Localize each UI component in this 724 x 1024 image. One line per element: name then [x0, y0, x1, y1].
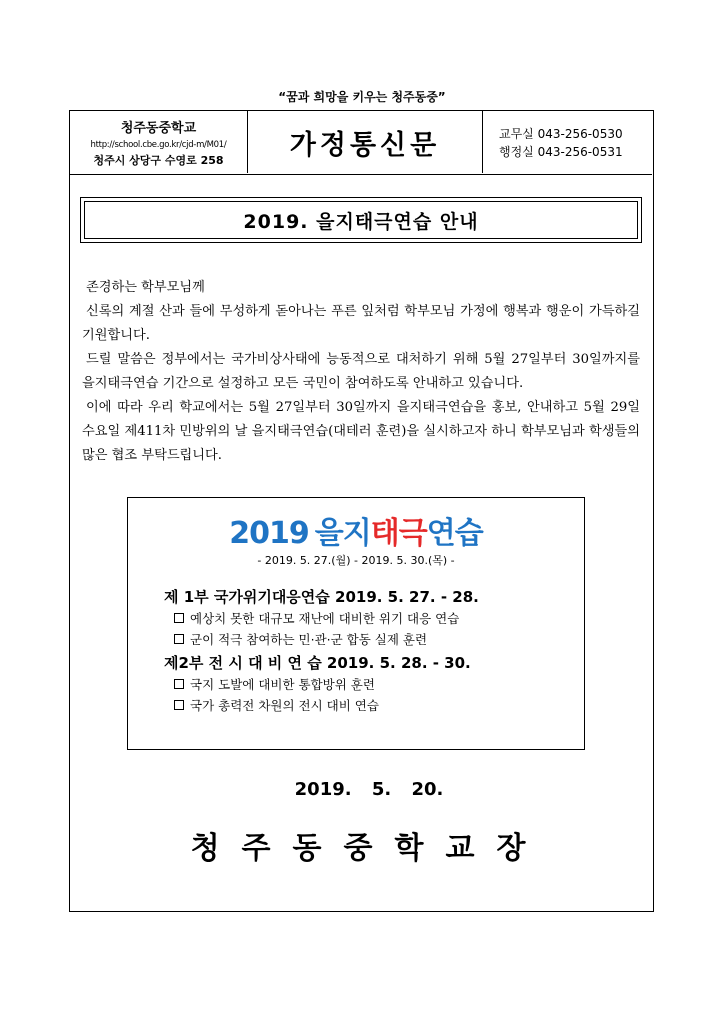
newsletter-frame [69, 110, 654, 912]
poster-year: 2019 [229, 516, 309, 551]
greeting: 존경하는 학부모님께 [86, 280, 205, 295]
checkbox-square-icon [174, 700, 184, 710]
school-address: 청주시 상당구 수영로 258 [93, 154, 224, 167]
poster-dates: - 2019. 5. 27.(월) - 2019. 5. 30.(목) - [257, 554, 455, 567]
contact-info [483, 111, 652, 173]
paragraph-3: 이에 따라 우리 학교에서는 5월 27일부터 30일까지 을지태극연습을 홍보, 안내하고 5월 29일 수요일 제411차 민방위의 날 을지태극연습(대테러 훈련)을 실시하고자 하니 학부모님과 학생들의 많은 협조 부탁드립니다. [82, 400, 640, 463]
poster-title-part1: 을지 [314, 516, 371, 551]
document-title: 2019. 을지태극연습 안내 [84, 201, 638, 239]
poster-title-part2: 태극 [370, 516, 427, 551]
poster-title [128, 508, 584, 552]
checkbox-square-icon [174, 613, 184, 623]
list-item: 군이 적극 참여하는 민·관·군 합동 실제 훈련 [164, 629, 574, 650]
principal-signature: 청주동중학교장 [190, 831, 548, 866]
checkbox-square-icon [174, 634, 184, 644]
paragraph-1: 신록의 계절 산과 들에 무성하게 돋아나는 푸른 잎처럼 학부모님 가정에 행복과 행운이 가득하길 기원합니다. [82, 304, 640, 343]
paragraph-2: 드릴 말씀은 정부에서는 국가비상사태에 능동적으로 대처하기 위해 5월 27일부터 30일까지를 을지태극연습 기간으로 설정하고 모든 국민이 참여하도록 안내하고 있습니다. [82, 352, 640, 391]
exercise-poster [127, 497, 585, 750]
poster-schedule [164, 584, 574, 716]
letter-body [82, 276, 640, 468]
part2-title: 제2부 전 시 대 비 연 습 2019. 5. 28. - 30. [164, 654, 471, 672]
school-info [70, 111, 248, 173]
list-item: 국지 도발에 대비한 통합방위 훈련 [164, 674, 574, 695]
checkbox-square-icon [174, 679, 184, 689]
office-phone: 교무실 043-256-0530 [499, 127, 623, 141]
poster-title-part3: 연습 [426, 516, 483, 551]
issue-date: 2019. 5. 20. [294, 779, 444, 800]
list-item: 예상치 못한 대규모 재난에 대비한 위기 대응 연습 [164, 608, 574, 629]
newsletter-header [70, 111, 652, 175]
school-name: 청주동중학교 [120, 121, 197, 136]
list-item: 국가 총력전 차원의 전시 대비 연습 [164, 695, 574, 716]
document-title-box [80, 197, 642, 243]
part1-title: 제 1부 국가위기대응연습 2019. 5. 27. - 28. [164, 588, 479, 606]
school-url-link[interactable]: http://school.cbe.go.kr/cjd-m/M01/ [90, 140, 227, 150]
motto: “꿈과 희망을 키우는 청주동중” [278, 90, 446, 104]
newsletter-title: 가정통신문 [248, 111, 483, 173]
admin-phone: 행정실 043-256-0531 [499, 145, 623, 159]
